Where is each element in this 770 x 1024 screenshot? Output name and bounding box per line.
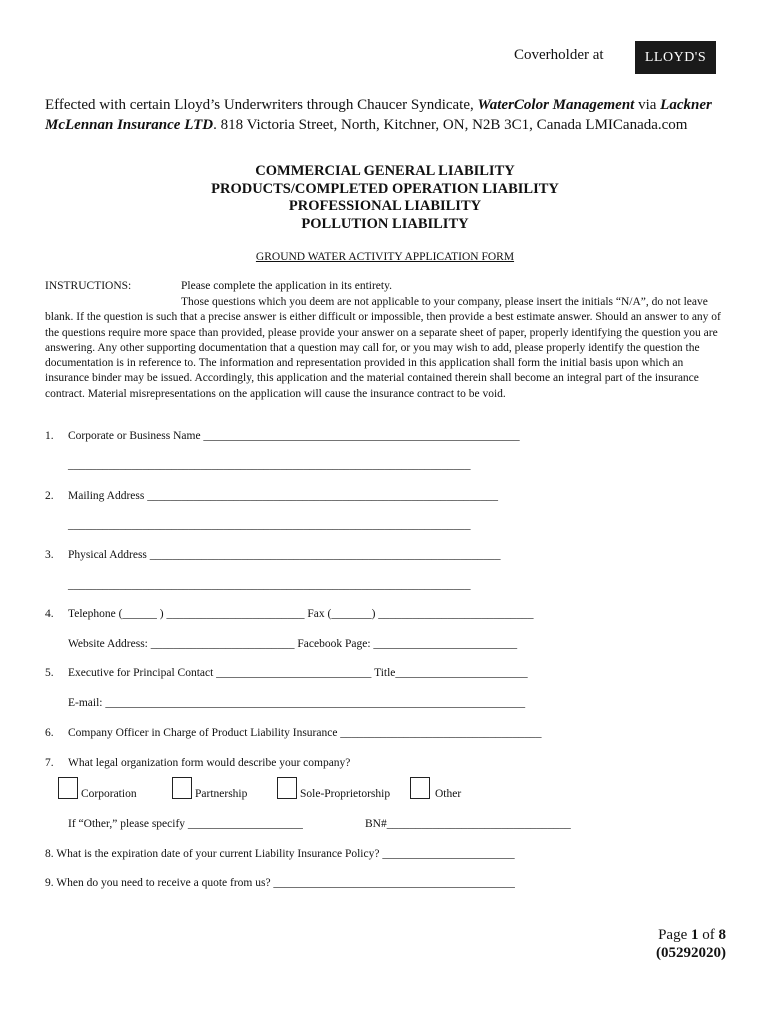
intro-prefix: Effected with certain Lloyd’s Underwriters through Chaucer Syndicate, <box>45 97 478 113</box>
sole-proprietorship-checkbox[interactable] <box>277 777 297 799</box>
q3-field[interactable] <box>68 549 501 561</box>
bn-field[interactable]: BN#________________________________ <box>365 818 571 830</box>
coverage-titles <box>0 163 770 233</box>
q7-number: 7. <box>45 757 54 769</box>
other-specify-field[interactable]: If “Other,” please specify ____________________ <box>68 818 303 830</box>
lloyds-logo: LLOYD'S <box>635 41 716 74</box>
q1-blank[interactable]: _______________________________________________________ <box>203 430 520 442</box>
intro-via: via <box>634 97 661 113</box>
q3-number: 3. <box>45 549 54 561</box>
corporation-option-label: Corporation <box>81 788 137 800</box>
q2-label: Mailing Address <box>68 490 145 502</box>
partnership-checkbox[interactable] <box>172 777 192 799</box>
q1-blank-line2[interactable]: ______________________________________________________________________ <box>68 459 471 471</box>
q3-blank-line2[interactable]: ______________________________________________________________________ <box>68 579 471 591</box>
q6-officer-field[interactable]: Company Officer in Charge of Product Liability Insurance ___________________________________ <box>68 727 542 739</box>
q2-number: 2. <box>45 490 54 502</box>
q1-number: 1. <box>45 430 54 442</box>
instructions-line1: Please complete the application in its entirety. <box>181 280 392 292</box>
instructions-label: INSTRUCTIONS: <box>45 280 132 292</box>
title-line: PRODUCTS/COMPLETED OPERATION LIABILITY <box>211 180 559 197</box>
q2-blank-line2[interactable]: ______________________________________________________________________ <box>68 519 471 531</box>
q5-contact-title-field[interactable]: Executive for Principal Contact ___________________________ Title_______________________ <box>68 667 528 679</box>
partnership-option-label: Partnership <box>195 788 248 800</box>
title-line: POLLUTION LIABILITY <box>301 215 469 232</box>
page-footer <box>656 926 726 962</box>
corporation-checkbox[interactable] <box>58 777 78 799</box>
instructions-body: Those questions which you deem are not applicable to your company, please insert the initials “N/A”, do not leave blank. If the question is such that a precise answer is either difficult or impossible, then provide a best estimate answer. Should an answer to any of the questions require more space than provided, please provide your answer on a separate sheet of paper, properly identifying the question you are answering. Any other supporting documentation that a question may call for, or you may wish to add, please properly identify the question the documentation is in reference to. The information and representation provided in this application shall form the initial basis upon which an insurance binder may be issued. Accordingly, this application and the material contained therein shall become an integral part of the insurance contract. Material misrepresentations on the application will cause the insurance contract to be void. <box>45 296 721 400</box>
intro-suffix: . 818 Victoria Street, North, Kitchner, ON, N2B 3C1, Canada LMICanada.com <box>213 117 688 133</box>
other-option-label: Other <box>435 788 462 800</box>
page-number: Page 1 of 8 <box>658 927 726 943</box>
q1-field[interactable] <box>68 430 520 442</box>
intro-paragraph <box>45 95 735 135</box>
q1-label: Corporate or Business Name <box>68 430 201 442</box>
coverholder-label: Coverholder at <box>514 47 604 63</box>
q4-website-facebook-field[interactable]: Website Address: _________________________ Facebook Page: _________________________ <box>68 638 518 650</box>
q2-field[interactable] <box>68 490 498 502</box>
q8-expiration-date-field[interactable]: 8. What is the expiration date of your current Liability Insurance Policy? _______________________ <box>45 848 515 860</box>
q7-label: What legal organization form would describe your company? <box>68 757 351 769</box>
sole-proprietorship-option-label: Sole-Proprietorship <box>300 788 391 800</box>
q4-number: 4. <box>45 608 54 620</box>
form-name: GROUND WATER ACTIVITY APPLICATION FORM <box>255 251 515 263</box>
q3-blank[interactable]: _____________________________________________________________ <box>149 549 501 561</box>
title-line: PROFESSIONAL LIABILITY <box>288 198 482 214</box>
q3-label: Physical Address <box>68 549 147 561</box>
q5-number: 5. <box>45 667 54 679</box>
other-checkbox[interactable] <box>410 777 430 799</box>
q2-blank[interactable]: _____________________________________________________________ <box>147 490 498 502</box>
intro-company1: WaterColor Management <box>477 97 635 113</box>
q6-number: 6. <box>45 727 54 739</box>
intro-company2: Lackner McLennan Insurance LTD <box>45 97 712 133</box>
title-line: COMMERCIAL GENERAL LIABILITY <box>255 163 515 179</box>
form-code: (05292020) <box>656 945 726 961</box>
q4-telephone-fax-field[interactable]: Telephone (______ ) ________________________ Fax (_______) ___________________________ <box>68 608 534 620</box>
q5-email-field[interactable]: E-mail: _________________________________________________________________________ <box>68 697 526 709</box>
q9-quote-date-field[interactable]: 9. When do you need to receive a quote from us? __________________________________________ <box>45 877 515 889</box>
